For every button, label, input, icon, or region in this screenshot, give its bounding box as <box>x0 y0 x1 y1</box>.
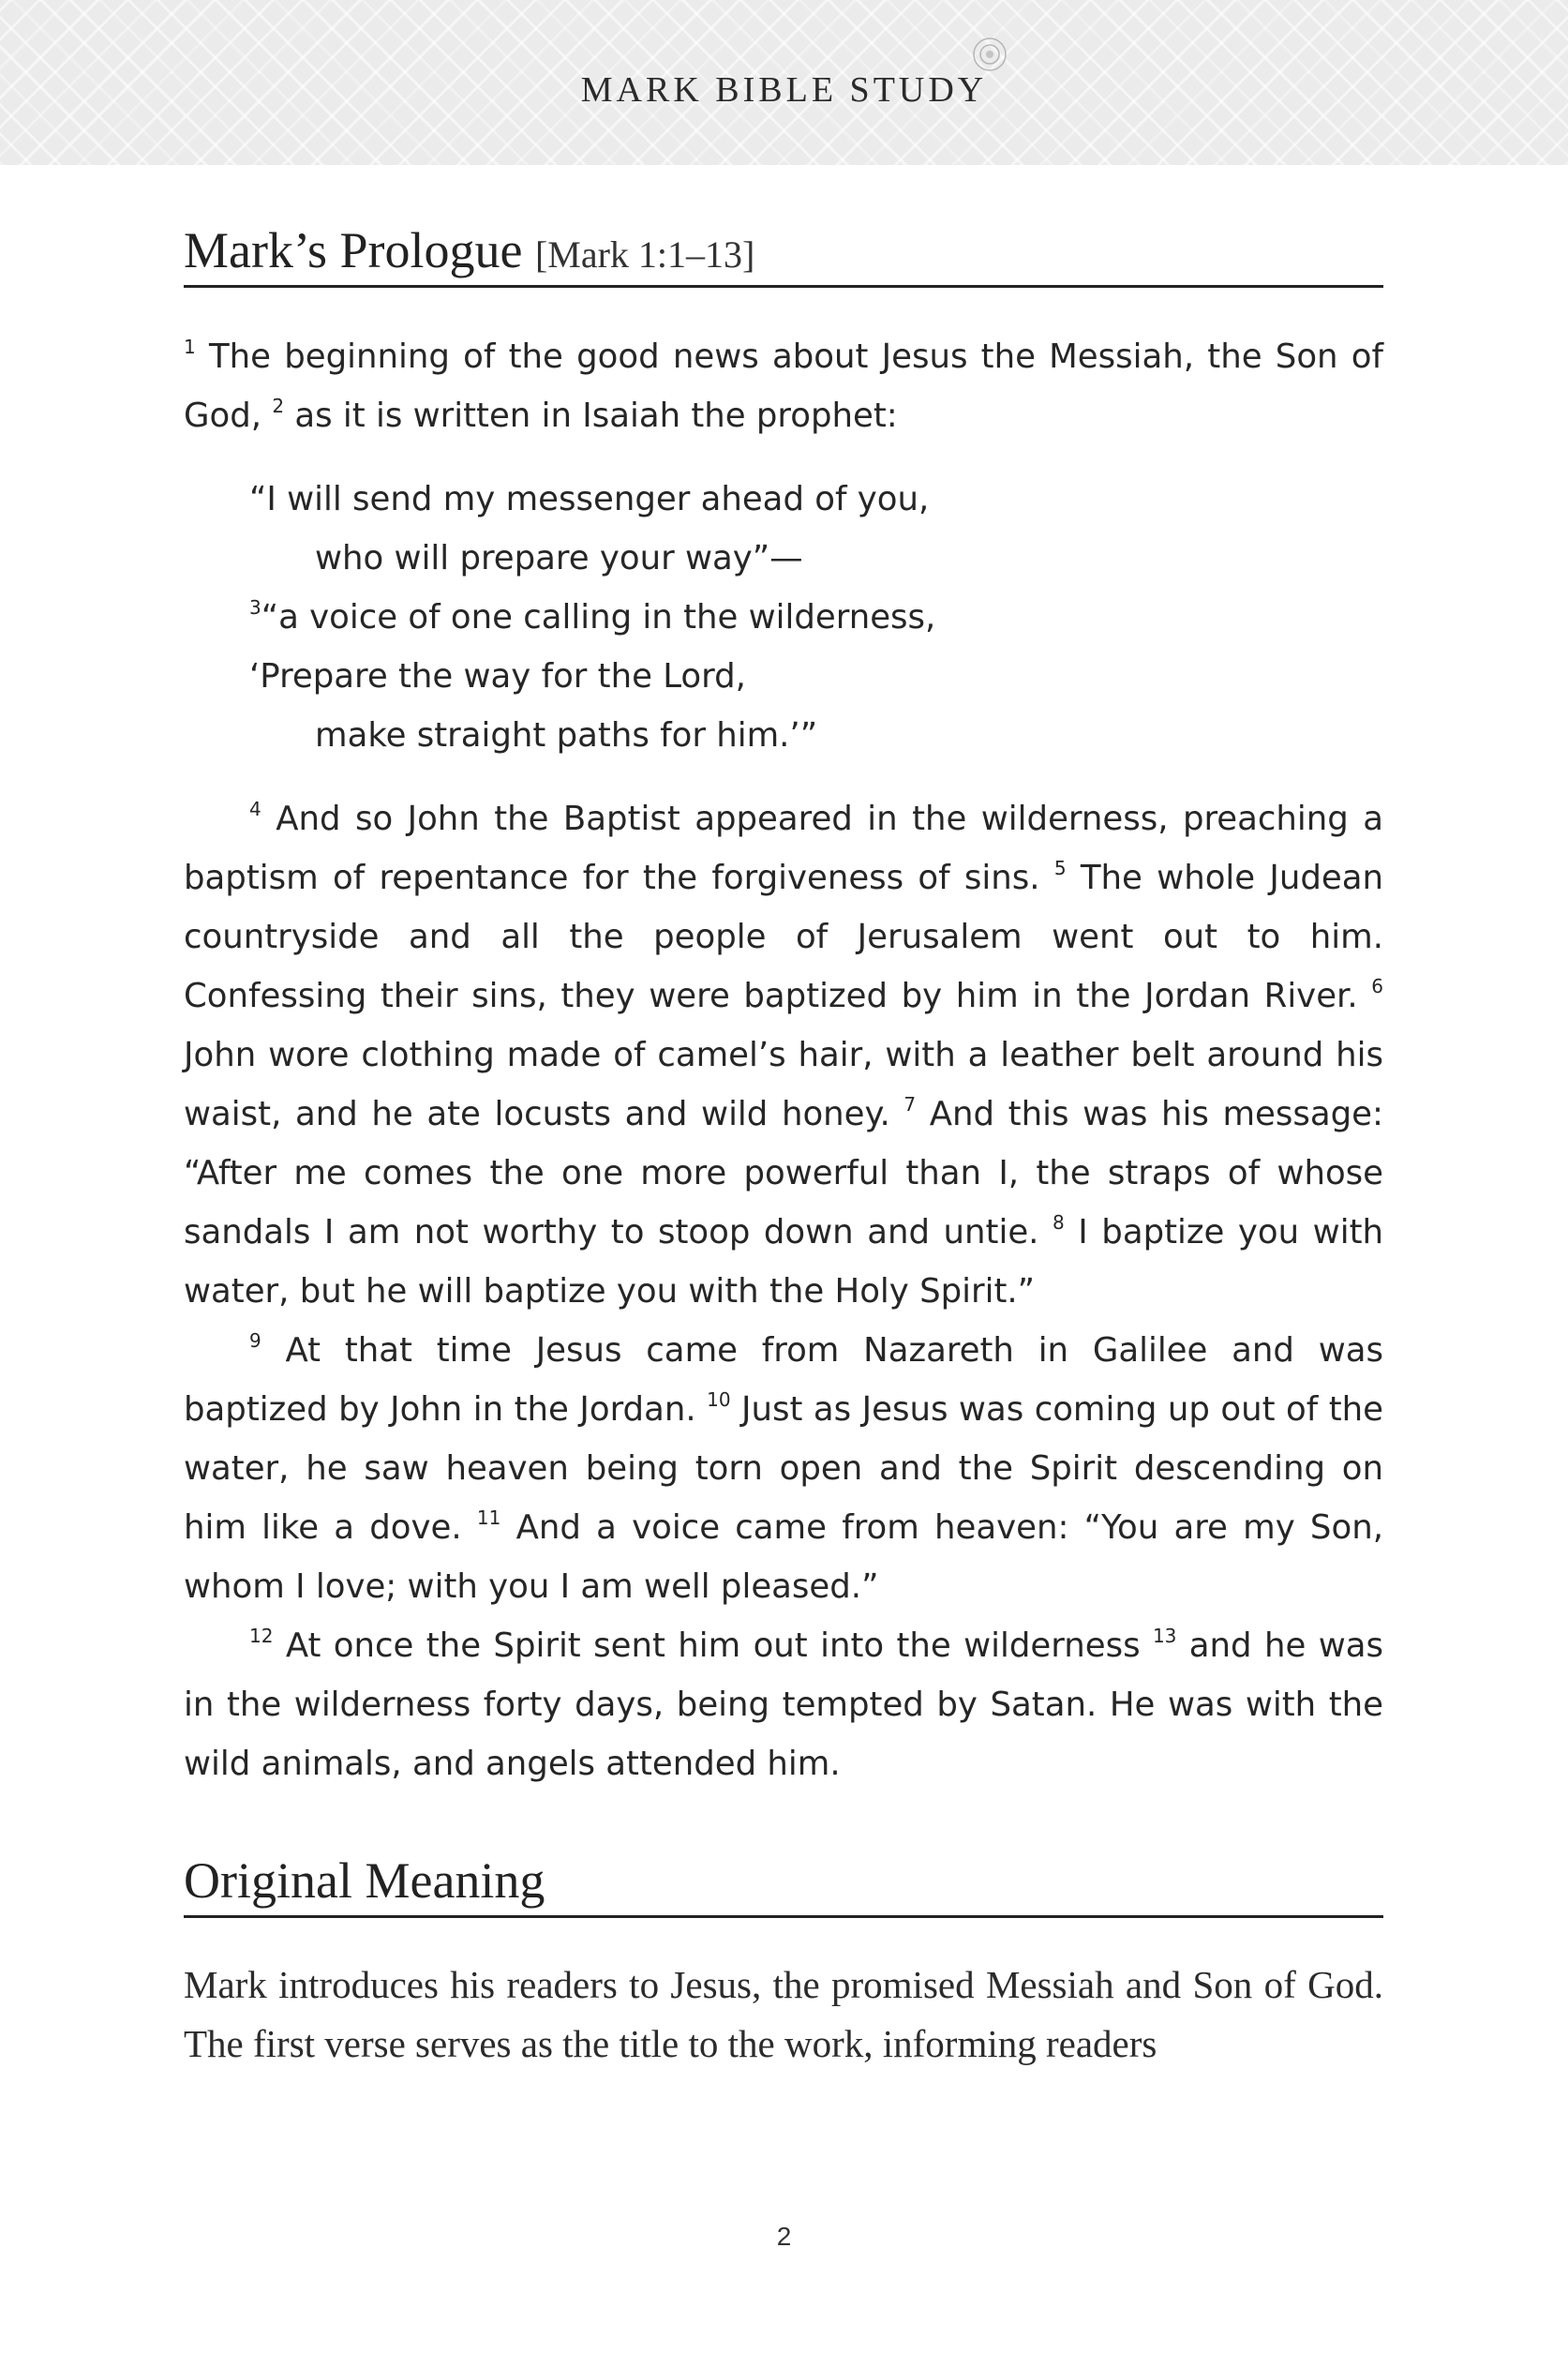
verse-text: And a voice came from heaven: “You are my Son, whom I love; with you I am well pleased.” <box>184 1508 1383 1607</box>
verse-number: 6 <box>1371 975 1383 998</box>
verse-text: John wore clothing made of camel’s hair, with a leather belt around his waist, and he ate locusts and wild honey. <box>184 1036 1383 1134</box>
scripture-paragraph <box>184 1321 1383 1616</box>
verse-number: 13 <box>1152 1625 1177 1648</box>
verse-text: At that time Jesus came from Nazareth in Galilee and was baptized by John in the Jordan. <box>184 1331 1383 1430</box>
verse-number: 10 <box>707 1388 731 1412</box>
verse-number: 11 <box>476 1506 501 1530</box>
poetry-line <box>249 588 1383 647</box>
section-heading-original-meaning: Original Meaning <box>184 1851 1383 1918</box>
scripture-paragraph <box>184 789 1383 1321</box>
scripture-passage <box>184 327 1383 1793</box>
poetry-line: “I will send my messenger ahead of you, <box>249 480 930 519</box>
rosette-ornament-icon <box>971 36 1008 73</box>
verse-text: Just as Jesus was coming up out of the water, he saw heaven being torn open and the Spirit descending on him like a dove. <box>184 1390 1383 1548</box>
scripture-paragraph <box>184 1616 1383 1793</box>
verse-number: 4 <box>249 798 261 821</box>
verse-number: 12 <box>249 1625 274 1648</box>
commentary-paragraph: Mark introduces his readers to Jesus, the promised Messiah and Son of God. The first verse serves as the title to the work, informing readers <box>184 1963 1383 2066</box>
verse-number: 2 <box>272 395 285 418</box>
section-heading-prologue <box>184 221 1383 288</box>
section-heading-text: Mark’s Prologue <box>184 222 523 278</box>
scripture-poetry-quote <box>249 470 1383 765</box>
verse-number: 3 <box>249 596 261 620</box>
verse-number: 9 <box>249 1329 261 1353</box>
verse-text: And so John the Baptist appeared in the wilderness, preaching a baptism of repentance for the forgiveness of sins. <box>184 800 1383 898</box>
verse-number: 1 <box>184 336 196 359</box>
verse-text: I baptize you with water, but he will baptize you with the Holy Spirit.” <box>184 1213 1384 1311</box>
poetry-line: make straight paths for him.’” <box>315 716 818 756</box>
scripture-reference: [Mark 1:1–13] <box>534 233 755 276</box>
verse-text: “a voice of one calling in the wilderness, <box>261 598 936 637</box>
scripture-paragraph <box>184 327 1383 445</box>
verse-number: 8 <box>1053 1211 1065 1235</box>
page-content <box>184 221 1383 2074</box>
poetry-line: ‘Prepare the way for the Lord, <box>249 657 746 697</box>
verse-text: as it is written in Isaiah the prophet: <box>294 397 898 436</box>
verse-number: 5 <box>1053 857 1067 880</box>
page-number: 2 <box>776 2222 792 2251</box>
verse-text: The beginning of the good news about Jesus the Messiah, the Son of God, <box>184 337 1383 436</box>
verse-text: The whole Judean countryside and all the people of Jerusalem went out to him. Confessing their sins, they were baptized by him in the Jordan River. <box>184 859 1383 1016</box>
verse-text: And this was his message: “After me comes the one more powerful than I, the straps of whose sandals I am not worthy to stoop down and untie. <box>184 1095 1383 1252</box>
verse-text: At once the Spirit sent him out into the wilderness <box>285 1626 1141 1666</box>
verse-number: 7 <box>903 1093 917 1117</box>
verse-text: and he was in the wilderness forty days, being tempted by Satan. He was with the wild animals, and angels attended him. <box>184 1626 1383 1784</box>
poetry-line: who will prepare your way”— <box>315 539 803 578</box>
running-header-title: MARK BIBLE STUDY <box>580 70 988 110</box>
